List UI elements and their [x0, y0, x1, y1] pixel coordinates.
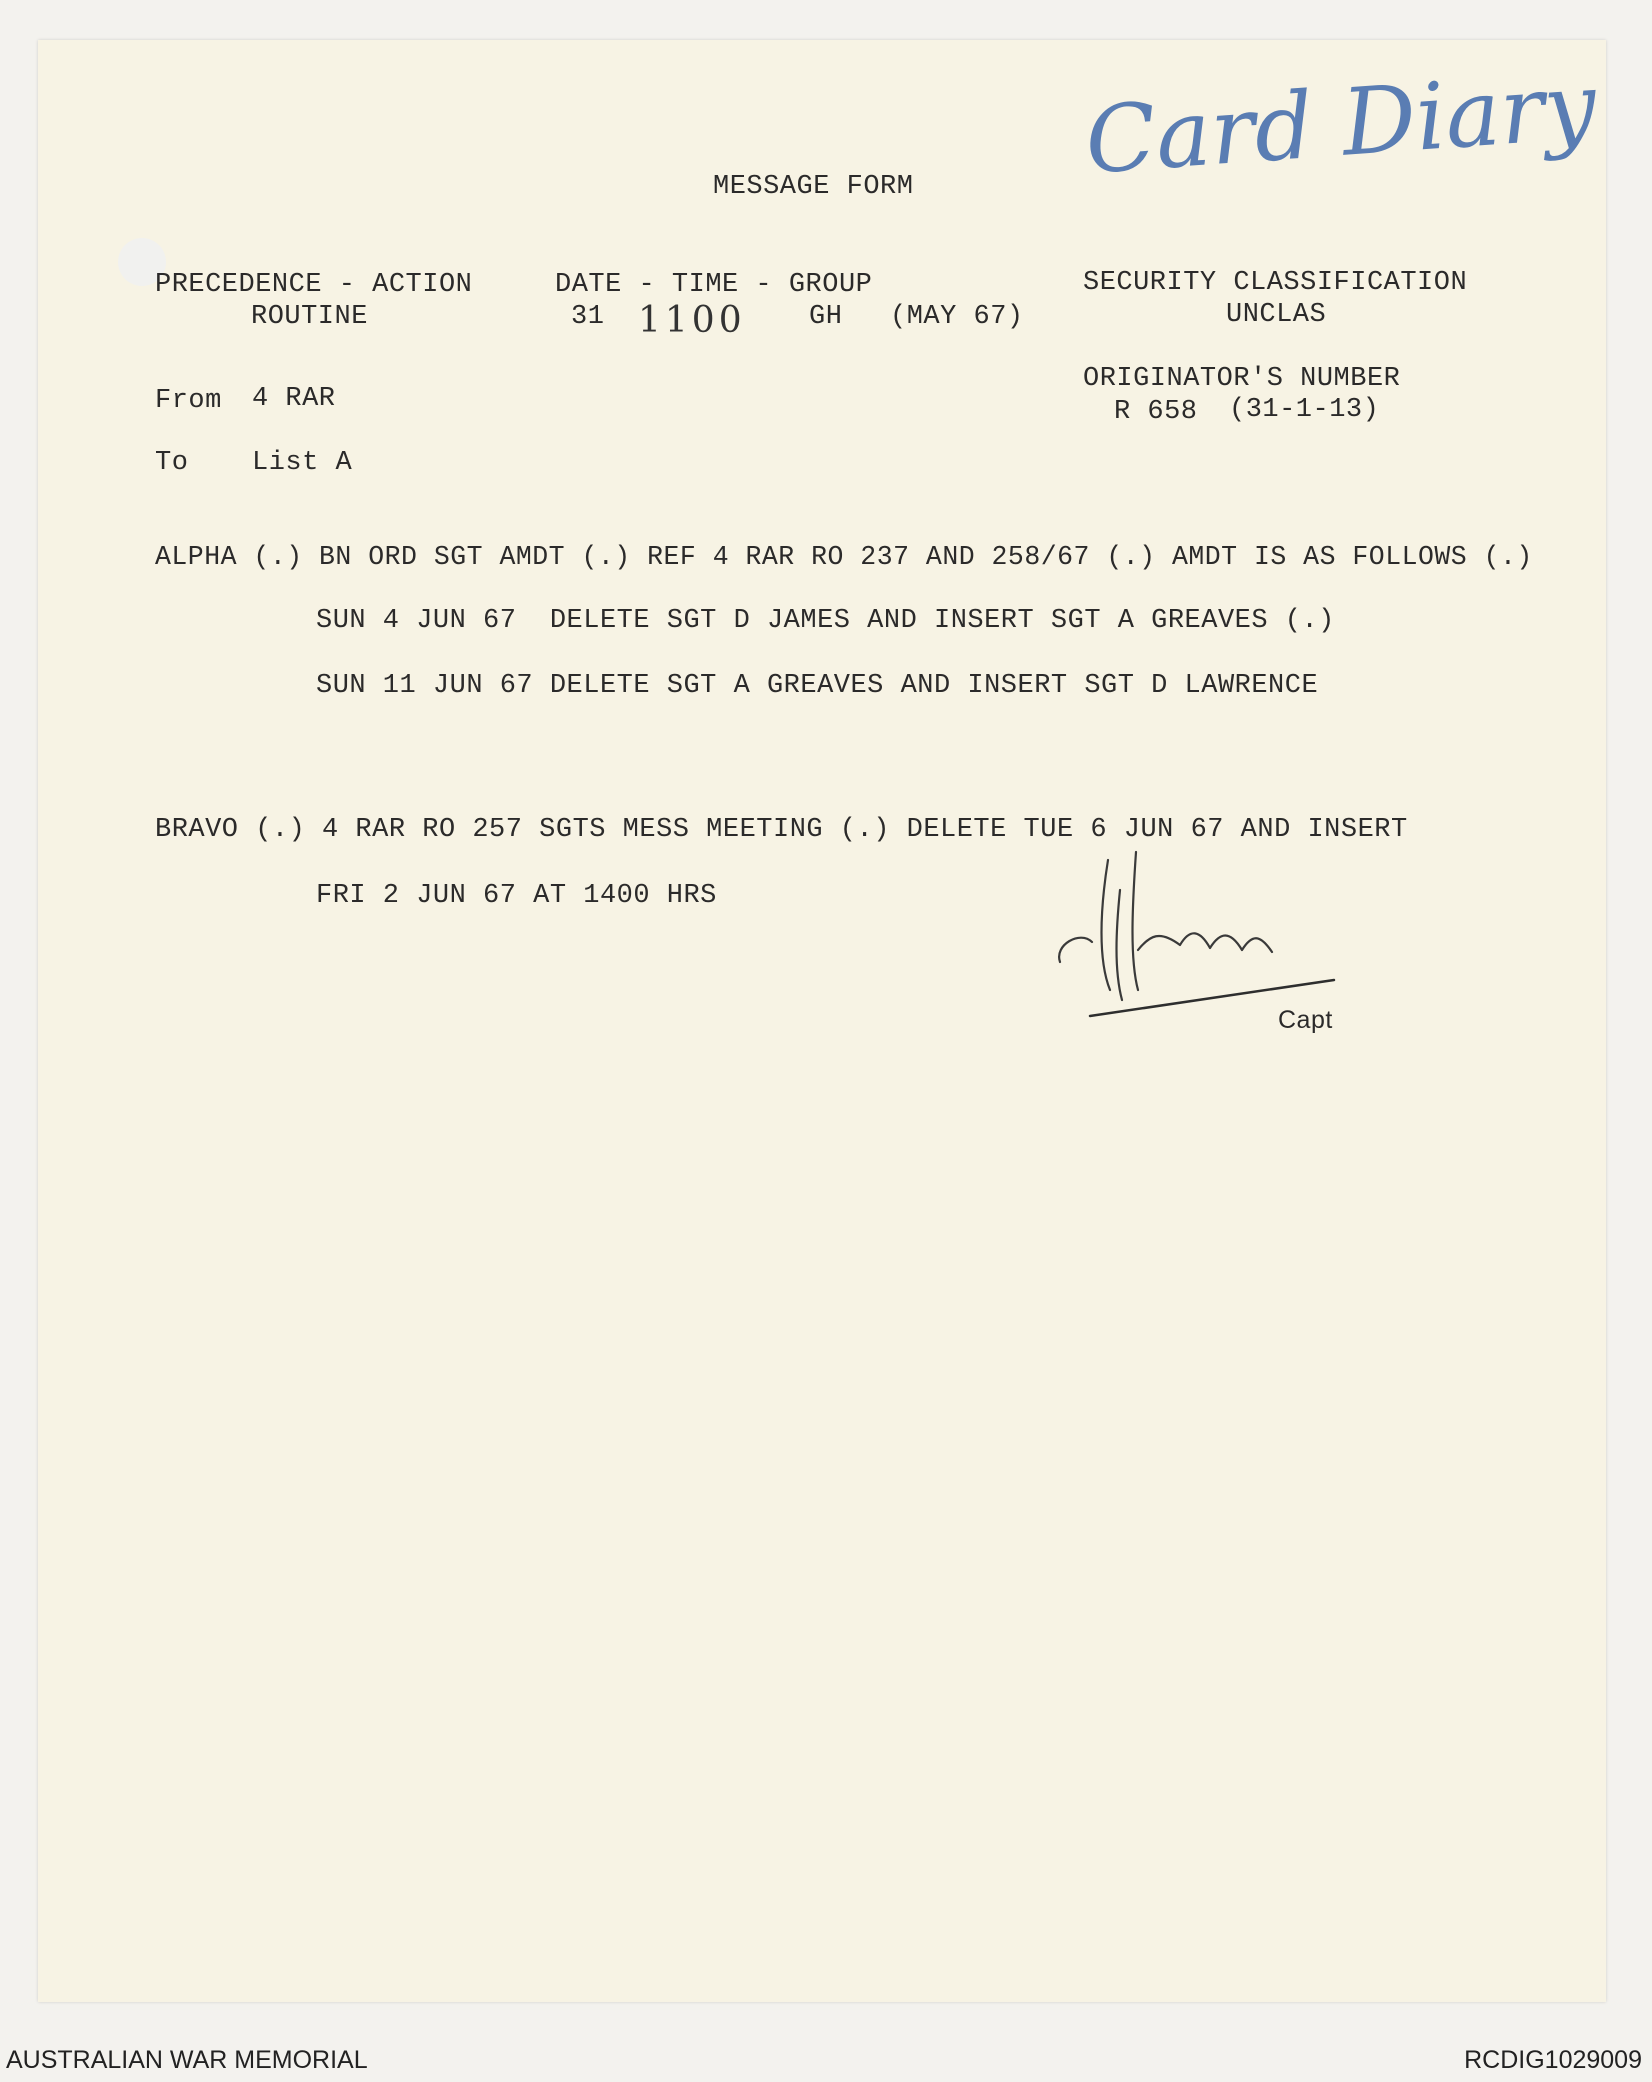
bravo-line-1: BRAVO (.) 4 RAR RO 257 SGTS MESS MEETING (.) DELETE TUE 6 JUN 67 AND INSERT: [155, 815, 1408, 845]
signature-rank: Capt: [1278, 1006, 1333, 1034]
form-title: MESSAGE FORM: [713, 172, 914, 202]
originator-ref: (31-1-13): [1229, 395, 1380, 425]
from-label: From: [155, 386, 222, 416]
document-sheet: [38, 40, 1606, 2002]
to-label: To: [155, 448, 189, 478]
bravo-line-2: FRI 2 JUN 67 AT 1400 HRS: [316, 881, 717, 911]
originator-label: ORIGINATOR'S NUMBER: [1083, 364, 1401, 394]
security-label: SECURITY CLASSIFICATION: [1083, 268, 1468, 298]
dtg-zone: GH: [809, 302, 843, 332]
security-value: UNCLAS: [1226, 300, 1327, 330]
dtg-time-handwritten: 1100: [638, 300, 746, 341]
from-value: 4 RAR: [252, 384, 336, 414]
dtg-month: (MAY 67): [890, 302, 1024, 332]
precedence-value: ROUTINE: [251, 302, 368, 332]
to-value: List A: [252, 448, 353, 478]
dtg-day: 31: [571, 302, 605, 332]
footer-left: AUSTRALIAN WAR MEMORIAL: [6, 2046, 368, 2074]
alpha-line-3: SUN 11 JUN 67 DELETE SGT A GREAVES AND INSERT SGT D LAWRENCE: [316, 671, 1319, 701]
precedence-label: PRECEDENCE - ACTION: [155, 270, 473, 300]
signature-scribble: [1050, 850, 1340, 1020]
handwritten-annotation: Card Diary: [1081, 52, 1600, 195]
footer-right: RCDIG1029009: [1464, 2046, 1642, 2074]
alpha-line-1: ALPHA (.) BN ORD SGT AMDT (.) REF 4 RAR RO 237 AND 258/67 (.) AMDT IS AS FOLLOWS (.): [155, 542, 1533, 572]
dtg-label: DATE - TIME - GROUP: [555, 270, 873, 300]
originator-number: R 658: [1114, 397, 1198, 427]
alpha-line-2: SUN 4 JUN 67 DELETE SGT D JAMES AND INSERT SGT A GREAVES (.): [316, 606, 1335, 636]
